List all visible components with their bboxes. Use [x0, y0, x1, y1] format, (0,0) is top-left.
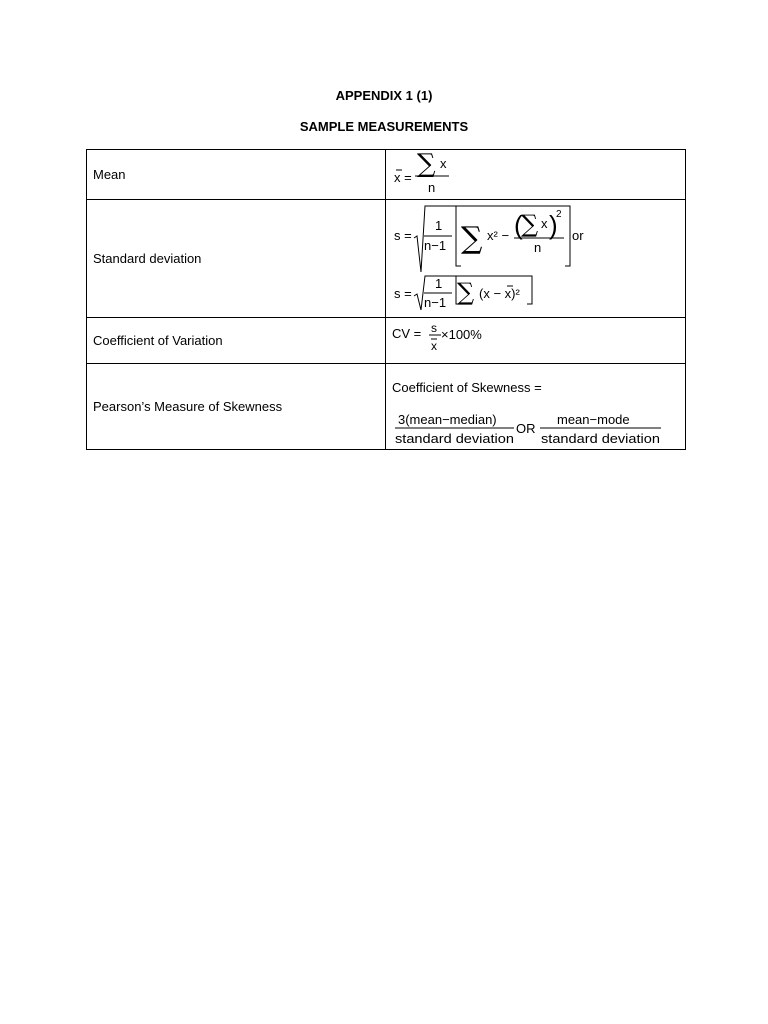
skewness-num2: mean−mode: [557, 412, 630, 427]
skewness-formula: [386, 364, 686, 450]
paren-left-icon: (: [514, 210, 523, 240]
std-n: n: [534, 240, 542, 255]
skewness-num1: 3(mean−median): [398, 412, 497, 427]
sigma-icon: ∑: [457, 278, 475, 306]
mean-formula-graphic: [386, 150, 686, 196]
appendix-heading: APPENDIX 1 (1): [335, 88, 433, 103]
table-row: [87, 200, 686, 318]
std-dev-formula-graphic: [386, 200, 686, 314]
std-lhs-2: s =: [394, 286, 412, 301]
paren-right-icon: ): [549, 210, 558, 240]
cv-lhs: CV =: [392, 326, 422, 341]
cv-formula: [386, 318, 686, 364]
mean-formula: [386, 150, 686, 200]
std-n-minus-1-1: n−1: [424, 238, 447, 253]
std-lhs-1: s =: [394, 228, 412, 243]
skewness-den2: standard deviation: [541, 431, 660, 446]
std-dev-label: Standard deviation: [87, 200, 386, 318]
std-power: 2: [556, 209, 562, 220]
cv-formula-graphic: [386, 318, 686, 360]
table-row: [87, 318, 686, 364]
mean-label: Mean: [87, 150, 386, 200]
table-row: [87, 150, 686, 200]
skewness-den1: standard deviation: [395, 431, 514, 446]
cv-numerator: s: [431, 321, 437, 335]
std-term: (x − x)²: [479, 286, 520, 301]
skewness-formula-graphic: [386, 364, 686, 446]
sigma-icon: ∑: [461, 221, 483, 256]
table-row: [87, 364, 686, 450]
page-title: SAMPLE MEASUREMENTS: [299, 119, 469, 134]
std-one-1: 1: [435, 218, 443, 233]
sigma-icon: ∑: [521, 210, 539, 238]
std-x-sq-minus: x² −: [487, 228, 510, 243]
mean-denominator: n: [428, 180, 436, 195]
sigma-icon: ∑: [417, 150, 436, 179]
measurements-table: [86, 149, 686, 450]
std-n-minus-1-2: n−1: [424, 295, 447, 310]
std-or: or: [572, 228, 584, 243]
cv-denominator: x: [431, 339, 437, 353]
skewness-or: OR: [516, 421, 536, 436]
bracket-right-icon: [565, 206, 570, 266]
skewness-label: Pearson’s Measure of Skewness: [87, 364, 386, 450]
cv-label: Coefficient of Variation: [87, 318, 386, 364]
mean-lhs: x =: [394, 170, 412, 185]
std-dev-formula: [386, 200, 686, 318]
cv-rhs: ×100%: [441, 327, 482, 342]
mean-numerator: x: [440, 156, 447, 171]
std-x-inner: x: [541, 216, 548, 231]
bracket-right-icon: [527, 276, 532, 304]
std-one-2: 1: [435, 276, 443, 291]
skewness-intro: Coefficient of Skewness =: [392, 380, 542, 395]
